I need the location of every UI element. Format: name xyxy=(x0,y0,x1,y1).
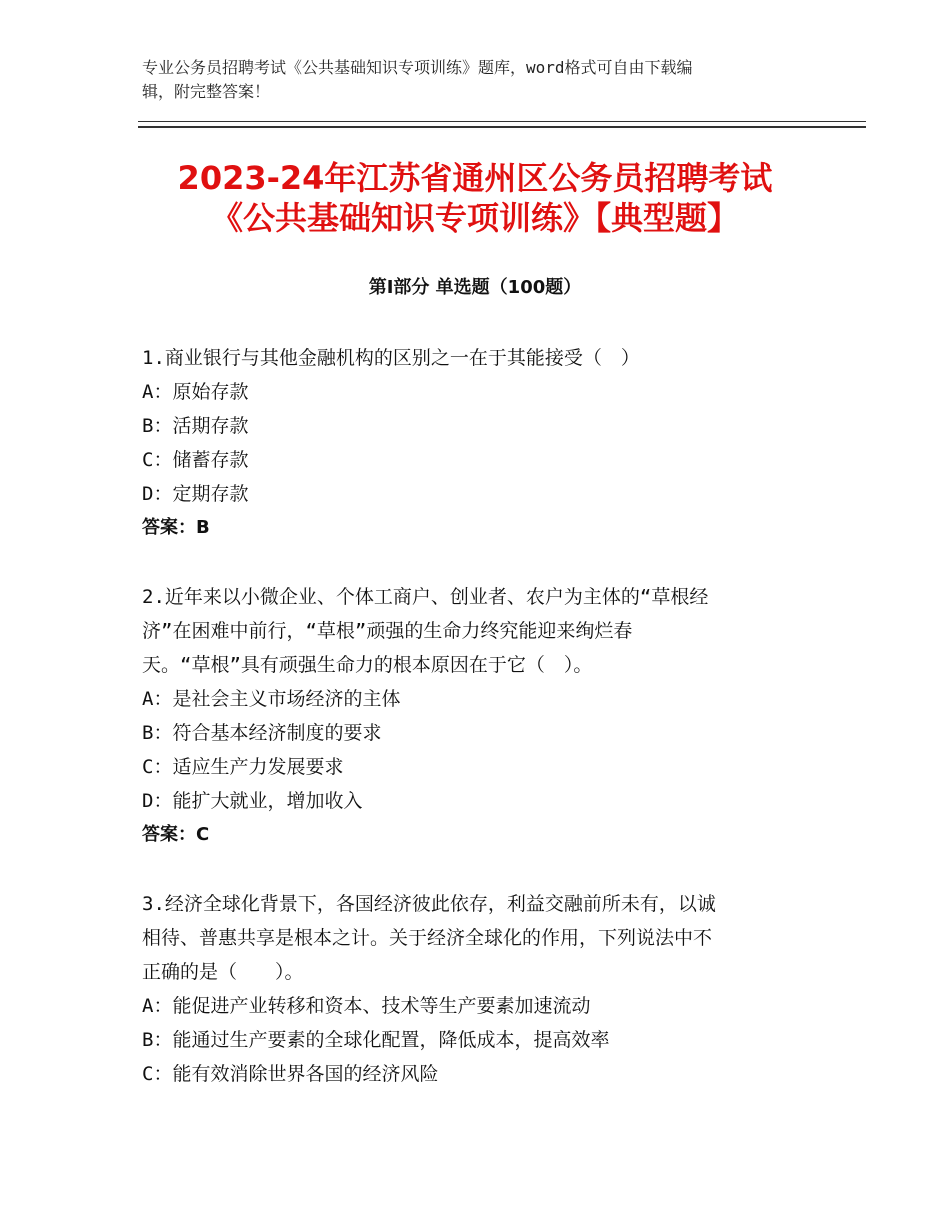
option: B：符合基本经济制度的要求 xyxy=(142,722,382,744)
option: B：能通过生产要素的全球化配置，降低成本，提高效率 xyxy=(142,1029,610,1051)
option: B：活期存款 xyxy=(142,415,249,437)
question-stem: 正确的是（ ）。 xyxy=(142,961,304,983)
question-block xyxy=(142,580,802,852)
question-stem: 相待、普惠共享是根本之计。关于经济全球化的作用，下列说法中不 xyxy=(142,927,713,949)
option: C：适应生产力发展要求 xyxy=(142,756,344,778)
question-stem: 2.近年来以小微企业、个体工商户、创业者、农户为主体的“草根经 xyxy=(142,586,709,608)
document-title xyxy=(0,158,950,238)
question-block xyxy=(142,341,802,545)
title-line: 《公共基础知识专项训练》【典型题】 xyxy=(210,199,739,237)
answer: 答案：B xyxy=(142,517,210,538)
question-block xyxy=(142,887,802,1091)
header-note-line: 辑，附完整答案！ xyxy=(142,82,271,101)
option: D：定期存款 xyxy=(142,483,249,505)
option: C：储蓄存款 xyxy=(142,449,249,471)
header-note-line: 专业公务员招聘考试《公共基础知识专项训练》题库，word格式可自由下载编 xyxy=(142,58,693,77)
option: A：能促进产业转移和资本、技术等生产要素加速流动 xyxy=(142,995,591,1017)
answer: 答案：C xyxy=(142,824,210,845)
option: A：原始存款 xyxy=(142,381,249,403)
header-note xyxy=(142,56,792,104)
title-line: 2023-24年江苏省通州区公务员招聘考试 xyxy=(177,159,773,197)
option: A：是社会主义市场经济的主体 xyxy=(142,688,401,710)
question-stem: 1.商业银行与其他金融机构的区别之一在于其能接受（ ） xyxy=(142,347,640,369)
header-divider xyxy=(138,121,866,128)
option: C：能有效消除世界各国的经济风险 xyxy=(142,1063,439,1085)
question-stem: 济”在困难中前行，“草根”顽强的生命力终究能迎来绚烂春 xyxy=(142,620,633,642)
question-stem: 天。“草根”具有顽强生命力的根本原因在于它（ ）。 xyxy=(142,654,593,676)
question-stem: 3.经济全球化背景下，各国经济彼此依存，利益交融前所未有，以诚 xyxy=(142,893,716,915)
section-heading: 第Ⅰ部分 单选题（100题） xyxy=(368,277,582,298)
option: D：能扩大就业，增加收入 xyxy=(142,790,363,812)
